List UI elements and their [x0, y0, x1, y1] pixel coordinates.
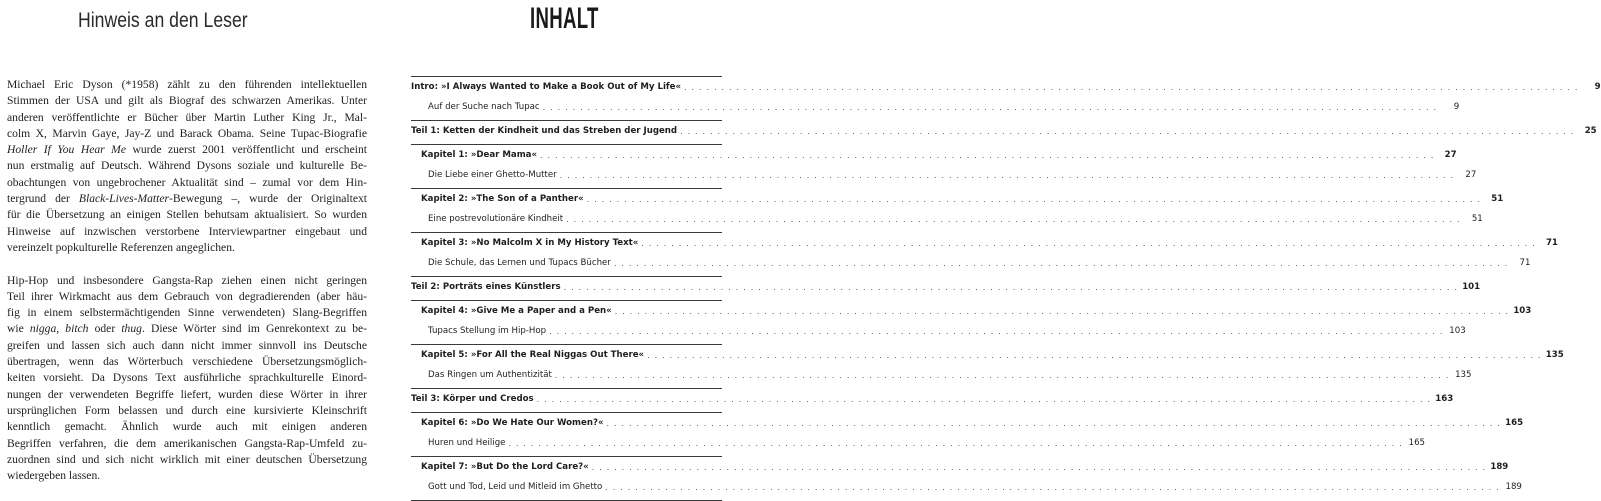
italic-term: Black-Lives-Matter [78, 192, 170, 206]
text-line [7, 289, 367, 305]
dot-leader: . . . . . . . . . . . . . . . . . . . . . . . . . . . . . . . . . . . . . . . . . . . . . . . . . . . . . . . . . . . . . . . . . . . . . . . . . . . . . . . . . . . . . . . . . . . . . . . . . . . . . . . . . . . . . . . . . . . . . . . . [680, 126, 1575, 136]
toc-entry-label: Kapitel 5: »For All the Real Niggas Out There« [421, 350, 645, 360]
dot-leader: . . . . . . . . . . . . . . . . . . . . . . . . . . . . . . . . . . . . . . . . . . . . . . . . . . . . . . . . . . . . . . . . . . . . . . . . . . . . . . . . . . . . . . . . . . . . . . . . . . . . . . . . . . . . . . . . . . . . . . . . [536, 394, 1432, 404]
toc-entry-label: Tupacs Stellung im Hip-Hop [428, 326, 547, 336]
text-run: -Bewegung –, wurde der Originaltext [169, 192, 367, 206]
toc-page-number: 189 [1505, 482, 1522, 492]
left-page [0, 0, 374, 490]
toc-group [411, 301, 1532, 341]
text-run: wurde zuerst 2001 veröffentlicht und erscheint [125, 143, 367, 157]
toc-group [411, 345, 1564, 385]
text-run: , [56, 322, 66, 336]
text-line [7, 387, 367, 403]
toc-group [411, 145, 1477, 185]
toc-page-number: 101 [1462, 282, 1481, 292]
italic-term: nigga [29, 322, 57, 336]
toc-entry-label: Teil 2: Porträts eines Künstlers [411, 282, 561, 292]
text-run: für die Übersetzung an einigen Stellen behutsam aktualisiert. So wurden [7, 208, 367, 222]
dot-leader: . . . . . . . . . . . . . . . . . . . . . . . . . . . . . . . . . . . . . . . . . . . . . . . . . . . . . . . . . . . . . . . . . . . . . . . . . . . . . . . . . . . . . . . . . . . . . . . . . . . . . . . . . . . . . . . . . . . . . . . . [591, 462, 1487, 472]
text-run: zuordnen sind und sich nicht wirklich mit einer deutschen Übersetzung [7, 452, 367, 466]
toc-page-number: 9 [1594, 82, 1601, 92]
toc-entry-label: Teil 3: Körper und Credos [411, 394, 534, 404]
toc-entry-label: Die Liebe einer Ghetto-Mutter [428, 170, 557, 180]
toc-page-number: 189 [1490, 462, 1509, 472]
toc-page-number: 165 [1408, 438, 1426, 448]
toc-entry-label: Gott und Tod, Leid und Mitleid im Ghetto [428, 482, 603, 492]
page-title: Hinweis an den Leser [78, 9, 248, 32]
dot-leader: . . . . . . . . . . . . . . . . . . . . . . . . . . . . . . . . . . . . . . . . . . . . . . . . . . . . . . . . . . . . . . . . . . . . . . . . . . . . . . . . . . . . . . . . . . . . . . . . . . . . . . . . . . . . . . . . . . . . . . . . [605, 482, 1500, 492]
text-run: Begriffen verfahren, die dem amerikanischen Gangsta-Rap-Umfeld zu- [7, 436, 367, 450]
toc-page-number: 103 [1513, 306, 1532, 316]
text-line [7, 468, 367, 484]
dot-leader: . . . . . . . . . . . . . . . . . . . . . . . . . . . . . . . . . . . . . . . . . . . . . . . . . . . . . . . . . . . . . . . . . . . . . . . . . . . . . . . . . . . . . . . . . . . . . . . . . . . . . . . . . . . . . . . . . . . . . . . . [606, 418, 1502, 428]
toc-entry[interactable] [411, 477, 1522, 497]
text-run: colm X, Marvin Gaye, Jay-Z und Barack Obama. Seine Tupac-Biografie [7, 126, 367, 140]
dot-leader: . . . . . . . . . . . . . . . . . . . . . . . . . . . . . . . . . . . . . . . . . . . . . . . . . . . . . . . . . . . . . . . . . . . . . . . . . . . . . . . . . . . . . . . . . . . . . . . . . . . . . . . . . . . . . . . . . . . . . . . . [554, 370, 1450, 380]
toc-entry[interactable] [411, 345, 1564, 365]
toc-page-number: 163 [1435, 394, 1454, 404]
dot-leader: . . . . . . . . . . . . . . . . . . . . . . . . . . . . . . . . . . . . . . . . . . . . . . . . . . . . . . . . . . . . . . . . . . . . . . . . . . . . . . . . . . . . . . . . . . . . . . . . . . . . . . . . . . . . . . . . . . . . . . . . [566, 214, 1461, 224]
dot-leader: . . . . . . . . . . . . . . . . . . . . . . . . . . . . . . . . . . . . . . . . . . . . . . . . . . . . . . . . . . . . . . . . . . . . . . . . . . . . . . . . . . . . . . . . . . . . . . . . . . . . . . . . . . . . . . . . . . . . . . . . [684, 82, 1579, 92]
toc-entry[interactable] [411, 321, 1466, 341]
text-run: ursprünglichen Form belassen und durch eine kursivierte Kleinschrift [7, 403, 367, 417]
text-line [7, 93, 367, 109]
dot-leader: . . . . . . . . . . . . . . . . . . . . . . . . . . . . . . . . . . . . . . . . . . . . . . . . . . . . . . . . . . . . . . . . . . . . . . . . . . . . . . . . . . . . . . . . . . . . . . . . . . . . . . . . . . . . . . . . . . . . . . . . [614, 306, 1510, 316]
text-run: Teil ihrer Wirkmacht aus dem Gebrauch von degradierenden (aber häu- [7, 289, 367, 303]
toc-page-number: 135 [1545, 350, 1564, 360]
text-line [7, 110, 367, 126]
toc-entry-label: Eine postrevolutionäre Kindheit [428, 214, 564, 224]
toc-entry-label: Die Schule, das Lernen und Tupacs Bücher [428, 258, 611, 268]
italic-term: Holler If You Hear Me [7, 143, 126, 157]
text-line [7, 158, 367, 174]
toc-entry[interactable] [411, 301, 1532, 321]
paragraph-1 [7, 77, 367, 256]
text-line [7, 370, 367, 386]
dot-leader: . . . . . . . . . . . . . . . . . . . . . . . . . . . . . . . . . . . . . . . . . . . . . . . . . . . . . . . . . . . . . . . . . . . . . . . . . . . . . . . . . . . . . . . . . . . . . . . . . . . . . . . . . . . . . . . . . . . . . . . . [549, 326, 1444, 336]
text-run: obachtungen von ungebrochener Aktualität sind – zumal vor dem Hin- [7, 175, 367, 189]
toc-group [411, 389, 1454, 409]
dot-leader: . . . . . . . . . . . . . . . . . . . . . . . . . . . . . . . . . . . . . . . . . . . . . . . . . . . . . . . . . . . . . . . . . . . . . . . . . . . . . . . . . . . . . . . . . . . . . . . . . . . . . . . . . . . . . . . . . . . . . . . . [508, 438, 1404, 448]
dot-leader: . . . . . . . . . . . . . . . . . . . . . . . . . . . . . . . . . . . . . . . . . . . . . . . . . . . . . . . . . . . . . . . . . . . . . . . . . . . . . . . . . . . . . . . . . . . . . . . . . . . . . . . . . . . . . . . . . . . . . . . . [563, 282, 1459, 292]
text-run: tergrund der [7, 192, 79, 206]
right-page [386, 0, 1601, 492]
toc-entry-label: Kapitel 2: »The Son of a Panther« [421, 194, 584, 204]
text-run: greifen und lassen sich auch dann nicht immer sinnvoll ins Deutsche [7, 338, 367, 352]
text-line [7, 354, 367, 370]
toc-group [411, 189, 1504, 229]
text-line [7, 452, 367, 468]
text-line [7, 126, 367, 142]
toc-page-number: 103 [1449, 326, 1466, 336]
toc-entry-label: Kapitel 4: »Give Me a Paper and a Pen« [421, 306, 612, 316]
toc-title: INHALT [530, 2, 599, 35]
toc-group [411, 233, 1558, 273]
toc-page-number: 9 [1453, 102, 1460, 112]
toc-entry-label: Intro: »I Always Wanted to Make a Book Out of My Life« [411, 82, 682, 92]
toc-page-number: 27 [1465, 170, 1477, 180]
toc-entry[interactable] [411, 389, 1454, 409]
text-line [7, 191, 367, 207]
italic-term: bitch [65, 322, 89, 336]
text-run: nungen der verwendeten Begriffe liefert, wurden diese Wörter in ihrer [7, 387, 367, 401]
toc-group [411, 457, 1522, 497]
text-run: . Diese Wörter sind im Genrekontext zu be- [141, 322, 368, 336]
text-run: wie [7, 322, 30, 336]
toc-entry[interactable] [411, 253, 1531, 273]
body-text [7, 77, 367, 484]
text-run: anderen veröffentlichte er Bücher über Martin Luther King Jr., Mal- [7, 110, 367, 124]
toc-entry[interactable] [411, 457, 1509, 477]
toc-entry[interactable] [411, 209, 1483, 229]
text-line [7, 273, 367, 289]
dot-leader: . . . . . . . . . . . . . . . . . . . . . . . . . . . . . . . . . . . . . . . . . . . . . . . . . . . . . . . . . . . . . . . . . . . . . . . . . . . . . . . . . . . . . . . . . . . . . . . . . . . . . . . . . . . . . . . . . . . . . . . . [613, 258, 1509, 268]
text-run: keiten vorsieht. Da Dysons Text ausführliche sprachkulturelle Einord- [7, 371, 367, 385]
dot-leader: . . . . . . . . . . . . . . . . . . . . . . . . . . . . . . . . . . . . . . . . . . . . . . . . . . . . . . . . . . . . . . . . . . . . . . . . . . . . . . . . . . . . . . . . . . . . . . . . . . . . . . . . . . . . . . . . . . . . . . . . [559, 170, 1455, 180]
toc-page-number: 135 [1455, 370, 1472, 380]
toc-entry-label: Kapitel 3: »No Malcolm X in My History Text« [421, 238, 639, 248]
toc-entry[interactable] [411, 165, 1477, 185]
toc-entry[interactable] [411, 413, 1524, 433]
toc-page-number: 71 [1545, 238, 1558, 248]
toc-entry[interactable] [411, 277, 1481, 297]
text-line [7, 207, 367, 223]
toc-group [411, 77, 1601, 117]
text-run: fig in einem selbstermächtigenden Sinne verwendeten) Slang-Begriffen [7, 306, 367, 320]
toc-entry[interactable] [411, 97, 1460, 117]
text-run: kenntlich gemacht. Ähnlich wurde auch mit einigen anderen [7, 420, 367, 434]
text-line [7, 305, 367, 321]
text-line [7, 338, 367, 354]
toc-group [411, 277, 1481, 297]
toc-page-number: 71 [1519, 258, 1531, 268]
text-line [7, 419, 367, 435]
text-run: Hip-Hop und insbesondere Gangsta-Rap ziehen einen nicht geringen [7, 273, 367, 287]
paragraph-2 [7, 273, 367, 485]
toc-entry[interactable] [411, 189, 1504, 209]
toc-entry[interactable] [411, 77, 1601, 97]
text-run: oder [88, 322, 122, 336]
toc-entry-label: Kapitel 7: »But Do the Lord Care?« [421, 462, 589, 472]
toc-entry-label: Kapitel 6: »Do We Hate Our Women?« [421, 418, 604, 428]
text-run: wiedergeben lassen. [7, 469, 101, 483]
text-line [7, 403, 367, 419]
text-run: übertragen, wenn das Wörterbuch verschiedene Übersetzungsmöglich- [7, 355, 367, 369]
toc-entry[interactable] [411, 433, 1426, 453]
text-line [7, 77, 367, 93]
toc-entry[interactable] [411, 233, 1558, 253]
dot-leader: . . . . . . . . . . . . . . . . . . . . . . . . . . . . . . . . . . . . . . . . . . . . . . . . . . . . . . . . . . . . . . . . . . . . . . . . . . . . . . . . . . . . . . . . . . . . . . . . . . . . . . . . . . . . . . . . . . . . . . . . [586, 194, 1482, 204]
text-line [7, 436, 367, 452]
toc-page-number: 51 [1471, 214, 1483, 224]
toc-entry-label: Teil 1: Ketten der Kindheit und das Streben der Jugend [411, 126, 678, 136]
dot-leader: . . . . . . . . . . . . . . . . . . . . . . . . . . . . . . . . . . . . . . . . . . . . . . . . . . . . . . . . . . . . . . . . . . . . . . . . . . . . . . . . . . . . . . . . . . . . . . . . . . . . . . . . . . . . . . . . . . . . . . . . [542, 102, 1438, 112]
toc-group [411, 121, 1597, 141]
text-run: Stimmen der USA und gilt als Biograf des schwarzen Amerikas. Unter [7, 94, 367, 108]
text-line [7, 224, 367, 240]
toc-entry-label: Auf der Suche nach Tupac [428, 102, 540, 112]
toc-page-number: 27 [1444, 150, 1457, 160]
text-run: vereinzelt popkulturelle Referenzen angeglichen. [7, 240, 235, 254]
text-line [7, 142, 367, 158]
toc-entry-label: Kapitel 1: »Dear Mama« [421, 150, 538, 160]
text-run: nun erstmalig auf Deutsch. Während Dysons soziale und kulturelle Be- [7, 159, 367, 173]
text-line [7, 321, 367, 337]
toc-page-number: 25 [1584, 126, 1597, 136]
toc-entry[interactable] [411, 121, 1597, 141]
toc-entry[interactable] [411, 365, 1472, 385]
text-run: Hinweise auf inzwischen verstorbene Interviewpartner eingebaut und [7, 224, 367, 238]
toc-page-number: 51 [1491, 194, 1504, 204]
toc-entry-label: Das Ringen um Authentizität [428, 370, 552, 380]
italic-term: thug [121, 322, 142, 336]
dot-leader: . . . . . . . . . . . . . . . . . . . . . . . . . . . . . . . . . . . . . . . . . . . . . . . . . . . . . . . . . . . . . . . . . . . . . . . . . . . . . . . . . . . . . . . . . . . . . . . . . . . . . . . . . . . . . . . . . . . . . . . . [647, 350, 1542, 360]
dot-leader: . . . . . . . . . . . . . . . . . . . . . . . . . . . . . . . . . . . . . . . . . . . . . . . . . . . . . . . . . . . . . . . . . . . . . . . . . . . . . . . . . . . . . . . . . . . . . . . . . . . . . . . . . . . . . . . . . . . . . . . . [540, 150, 1435, 160]
text-line [7, 240, 367, 256]
toc-entry[interactable] [411, 145, 1457, 165]
text-run: Michael Eric Dyson (*1958) zählt zu den führenden intellektuellen [7, 78, 367, 91]
toc-entry-label: Huren und Heilige [428, 438, 506, 448]
toc-group [411, 413, 1524, 453]
text-line [7, 175, 367, 191]
table-of-contents [411, 76, 1601, 501]
dot-leader: . . . . . . . . . . . . . . . . . . . . . . . . . . . . . . . . . . . . . . . . . . . . . . . . . . . . . . . . . . . . . . . . . . . . . . . . . . . . . . . . . . . . . . . . . . . . . . . . . . . . . . . . . . . . . . . . . . . . . . . . [641, 238, 1536, 248]
toc-page-number: 165 [1505, 418, 1524, 428]
